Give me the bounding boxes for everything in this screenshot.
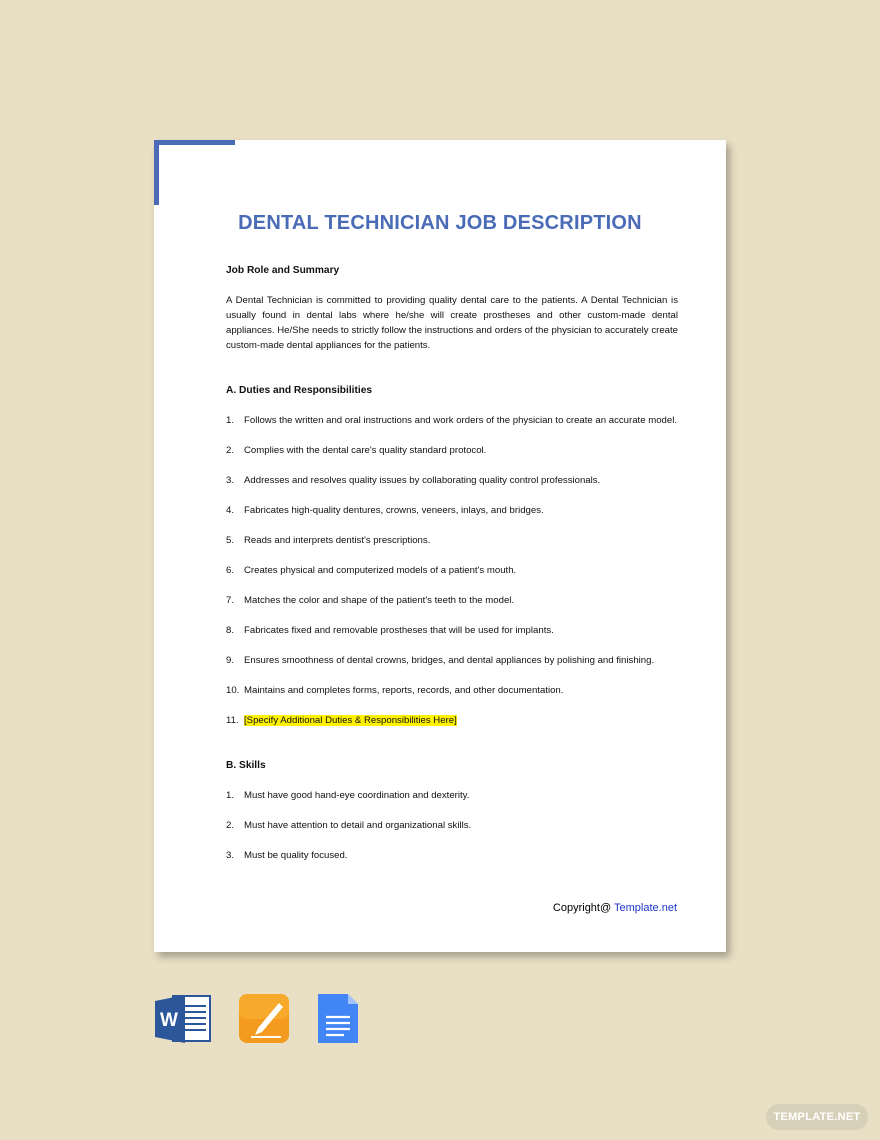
item-text: Addresses and resolves quality issues by collaborating quality control professionals. xyxy=(244,475,601,486)
item-number: 2. xyxy=(226,820,235,831)
item-number: 2. xyxy=(226,445,235,456)
skills-list xyxy=(226,788,678,863)
item-number: 3. xyxy=(226,475,235,486)
duty-item xyxy=(226,503,678,518)
item-text: Complies with the dental care's quality standard protocol. xyxy=(244,445,487,456)
placeholder-highlight: [Specify Additional Duties & Responsibilities Here] xyxy=(244,715,457,726)
item-number: 5. xyxy=(226,535,235,546)
item-text: Must be quality focused. xyxy=(244,850,348,861)
item-text: Must have good hand-eye coordination and dexterity. xyxy=(244,790,470,801)
item-number: 10. xyxy=(226,685,240,696)
item-number: 4. xyxy=(226,505,235,516)
item-text: Fabricates high-quality dentures, crowns, veneers, inlays, and bridges. xyxy=(244,505,544,516)
skill-item xyxy=(226,818,678,833)
duty-item xyxy=(226,413,678,428)
item-number: 7. xyxy=(226,595,235,606)
item-number: 3. xyxy=(226,850,235,861)
skill-item xyxy=(226,788,678,803)
google-docs-icon[interactable] xyxy=(318,994,358,1043)
copyright-label: Copyright@ xyxy=(552,902,615,914)
duty-item xyxy=(226,593,678,608)
document-body xyxy=(226,263,678,863)
item-number: 11. xyxy=(226,715,239,726)
app-icons xyxy=(155,993,365,1050)
copyright-line xyxy=(553,902,677,914)
document-title: DENTAL TECHNICIAN JOB DESCRIPTION xyxy=(238,212,642,234)
corner-accent-horizontal xyxy=(154,140,235,145)
skills-heading: B. Skills xyxy=(226,760,266,771)
item-text: Must have attention to detail and organizational skills. xyxy=(244,820,472,831)
duty-item xyxy=(226,713,678,728)
item-number: 6. xyxy=(226,565,235,576)
item-text: Maintains and completes forms, reports, records, and other documentation. xyxy=(244,685,564,696)
duty-item xyxy=(226,623,678,638)
item-text: Reads and interprets dentist's prescriptions. xyxy=(244,535,431,546)
item-number: 1. xyxy=(226,415,235,426)
word-icon[interactable] xyxy=(155,995,210,1043)
pages-icon[interactable] xyxy=(239,994,289,1043)
duties-list xyxy=(226,413,678,728)
item-number: 1. xyxy=(226,790,235,801)
item-number: 8. xyxy=(226,625,235,636)
item-text: Matches the color and shape of the patient's teeth to the model. xyxy=(244,595,515,606)
skill-item xyxy=(226,848,678,863)
duty-item xyxy=(226,473,678,488)
item-text: Ensures smoothness of dental crowns, bridges, and dental appliances by polishing and finishing. xyxy=(244,655,655,666)
duties-heading: A. Duties and Responsibilities xyxy=(226,385,373,396)
copyright-link[interactable]: Template.net xyxy=(614,902,677,914)
duty-item xyxy=(226,563,678,578)
duty-item xyxy=(226,653,678,668)
corner-accent-vertical xyxy=(154,140,159,205)
template-net-badge[interactable]: TEMPLATE.NET xyxy=(766,1104,868,1130)
document-page xyxy=(154,140,726,952)
item-text: Fabricates fixed and removable prostheses that will be used for implants. xyxy=(244,625,554,636)
role-summary-heading: Job Role and Summary xyxy=(226,265,340,276)
item-text: Creates physical and computerized models of a patient's mouth. xyxy=(244,565,517,576)
item-text: Follows the written and oral instructions and work orders of the physician to create an accurate model. xyxy=(244,415,678,426)
duty-item xyxy=(226,683,678,698)
duty-item xyxy=(226,443,678,458)
role-summary-text: A Dental Technician is committed to providing quality dental care to the patients. A Dental Technician is usually found in dental labs where he/she will create prostheses and other custom-made dental appliances. He/She needs to strictly follow the instructions and orders of the physician to accurately create custom-made dental appliances for the patients. xyxy=(226,295,678,351)
svg-text:W: W xyxy=(160,1010,178,1031)
item-number: 9. xyxy=(226,655,235,666)
duty-item xyxy=(226,533,678,548)
